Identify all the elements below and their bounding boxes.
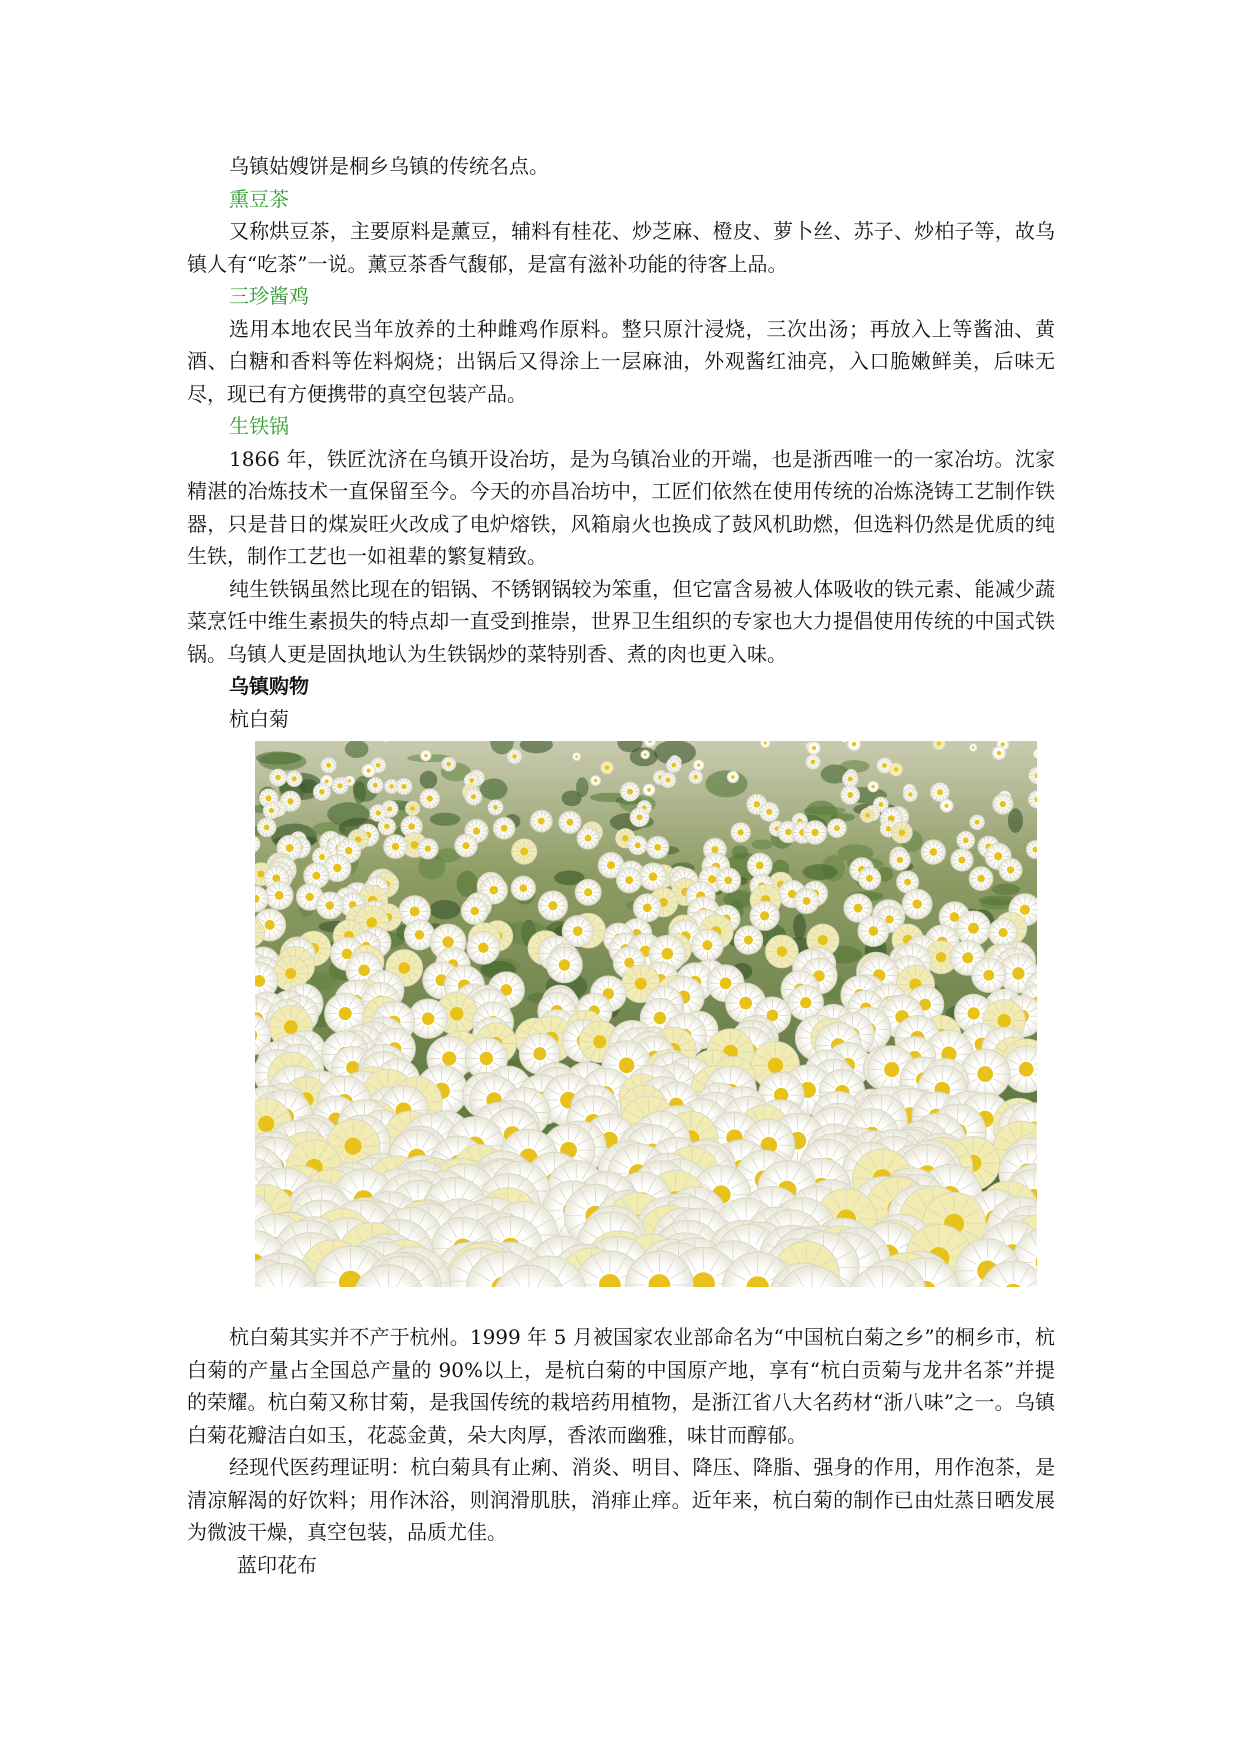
chrysanthemum-field-image	[255, 741, 1037, 1287]
paragraph-tieguo-2: 纯生铁锅虽然比现在的铝锅、不锈钢锅较为笨重，但它富含易被人体吸收的铁元素、能减少蔬菜烹饪中维生素损失的特点却一直受到推崇，世界卫生组织的专家也大力提倡使用传统的中国式铁锅。乌镇人更是固执地认为生铁锅炒的菜特别香、煮的肉也更入味。	[187, 576, 1055, 666]
paragraph-baiju-2: 经现代医药理证明：杭白菊具有止痢、消炎、明目、降压、降脂、强身的作用，用作泡茶，是清凉解渴的好饮料；用作沐浴，则润滑肌肤，消痱止痒。近年来，杭白菊的制作已由灶蒸日晒发展为微波干燥，真空包装，品质尤佳。	[187, 1455, 1055, 1544]
subheading-xundoucha: 熏豆茶	[229, 186, 289, 211]
paragraph-jiangji: 选用本地农民当年放养的土种雌鸡作原料。整只原汁浸烧，三次出汤；再放入上等酱油、黄酒、白糖和香料等佐料焖烧；出锅后又得涂上一层麻油，外观酱红油亮，入口脆嫩鲜美，后味无尽，现已有方便携带的真空包装产品。	[187, 316, 1055, 406]
paragraph-tieguo-1: 1866 年，铁匠沈济在乌镇开设冶坊，是为乌镇冶业的开端，也是浙西唯一的一家冶坊。沈家精湛的冶炼技术一直保留至今。今天的亦昌冶坊中，工匠们依然在使用传统的冶炼浇铸工艺制作铁器，只是昔日的煤炭旺火改成了电炉熔铁，风箱扇火也换成了鼓风机助燃，但选料仍然是优质的纯生铁，制作工艺也一如祖辈的繁复精致。	[187, 446, 1055, 568]
subheading-jiangji: 三珍酱鸡	[229, 284, 309, 308]
paragraph-baiju-1: 杭白菊其实并不产于杭州。1999 年 5 月被国家农业部命名为“中国杭白菊之乡”的桐乡市，杭白菊的产量占全国总产量的 90%以上，是杭白菊的中国原产地，享有“杭白贡菊与龙井名茶”并提的荣耀。杭白菊又称甘菊，是我国传统的栽培药用植物，是浙江省八大名药材“浙八味”之一。乌镇白菊花瓣洁白如玉，花蕊金黄，朵大肉厚，香浓而幽雅，味甘而醇郁。	[187, 1325, 1055, 1447]
item-heading-lanyin: 蓝印花布	[237, 1552, 317, 1577]
paragraph-intro: 乌镇姑嫂饼是桐乡乌镇的传统名点。	[229, 154, 549, 178]
chrysanthemum-photo	[255, 741, 1037, 1287]
paragraph-xundoucha: 又称烘豆茶，主要原料是薰豆，辅料有桂花、炒芝麻、橙皮、萝卜丝、苏子、炒柏子等，故乌镇人有“吃茶”一说。薰豆茶香气馥郁，是富有滋补功能的待客上品。	[187, 219, 1055, 276]
item-heading-baiju: 杭白菊	[229, 706, 289, 731]
section-heading-shopping: 乌镇购物	[229, 674, 309, 698]
document-body	[187, 150, 1055, 1581]
subheading-tieguo: 生铁锅	[229, 414, 289, 438]
